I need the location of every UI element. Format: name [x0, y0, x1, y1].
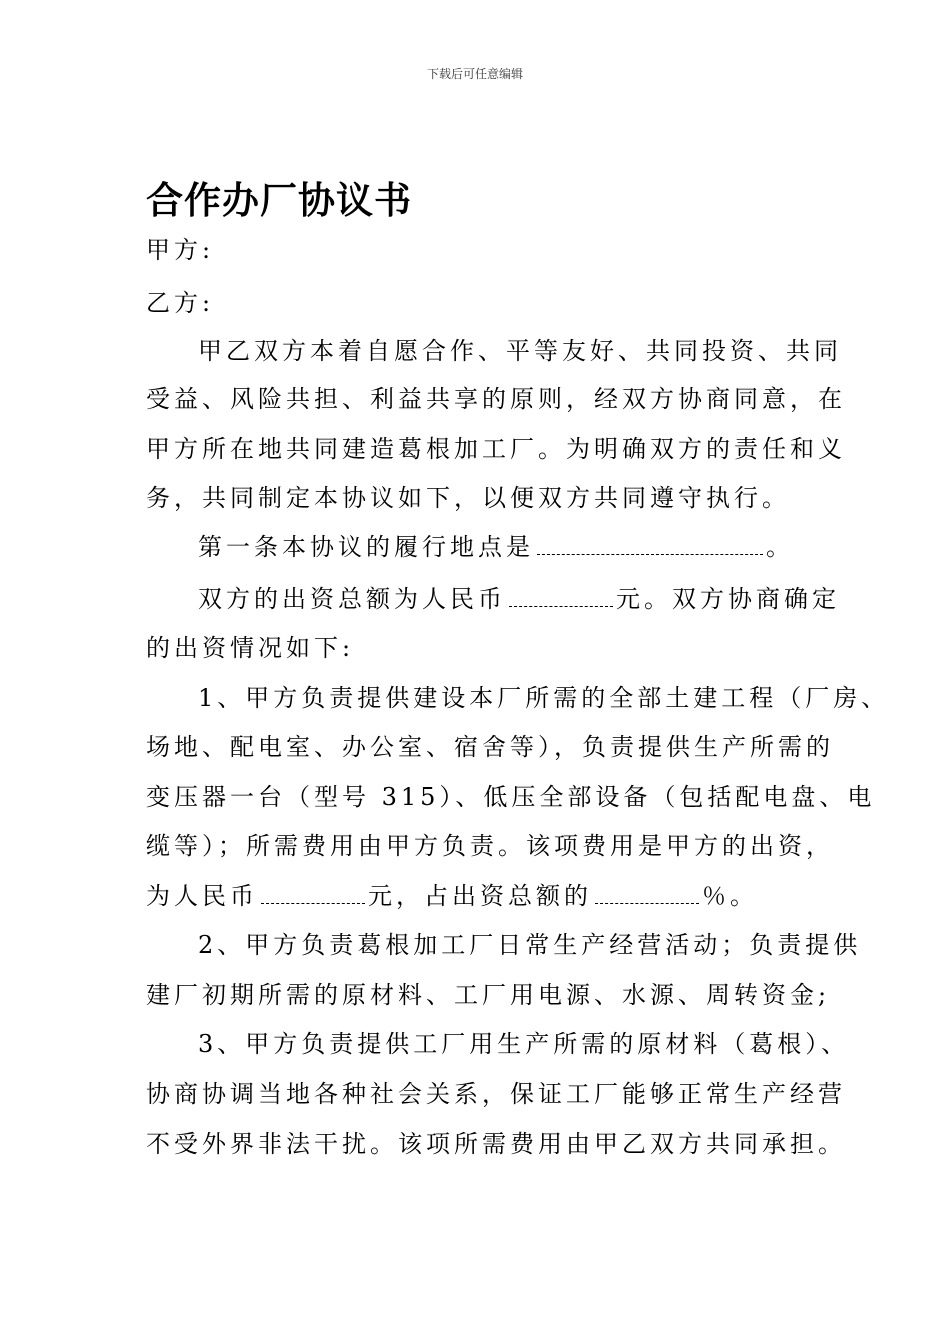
- investment-suffix: 元。双方协商确定: [616, 585, 840, 613]
- clause-3-line: 协商协调当地各种社会关系，保证工厂能够正常生产经营: [146, 1080, 846, 1108]
- total-amount-blank[interactable]: [509, 586, 613, 607]
- clause-3-line: 3、甲方负责提供工厂用生产所需的原材料（葛根）、: [198, 1030, 850, 1058]
- clause-1-line: 缆等）；所需费用由甲方负责。该项费用是甲方的出资，: [146, 832, 834, 860]
- intro-line: 受益、风险共担、利益共享的原则，经双方协商同意，在: [146, 385, 846, 413]
- party-b-label: 乙方:: [146, 289, 215, 317]
- party-a-label: 甲方:: [146, 236, 215, 264]
- clause-2-line: 建厂初期所需的原材料、工厂用电源、水源、周转资金;: [146, 981, 831, 1009]
- document-title: 合作办厂协议书: [146, 179, 412, 222]
- clause-1-last-mid: 元，占出资总额的: [368, 882, 592, 910]
- intro-line: 甲方所在地共同建造葛根加工厂。为明确双方的责任和义: [146, 435, 846, 463]
- article-1-end: 。: [766, 533, 794, 561]
- intro-line: 务，共同制定本协议如下，以便双方共同遵守执行。: [146, 484, 790, 512]
- investment-prefix: 双方的出资总额为人民币: [198, 585, 506, 613]
- article-1-location: [198, 531, 794, 563]
- page-header: 下载后可任意编辑: [426, 67, 523, 81]
- clause-1-last-end: ％。: [702, 882, 758, 910]
- clause-3-line: 不受外界非法干扰。该项所需费用由甲乙双方共同承担。: [146, 1130, 846, 1158]
- clause-2-line: 2、甲方负责葛根加工厂日常生产经营活动；负责提供: [198, 931, 862, 959]
- clause-1-last-prefix: 为人民币: [146, 882, 258, 910]
- location-blank[interactable]: [537, 534, 763, 555]
- investment-line-2: 的出资情况如下:: [146, 634, 355, 662]
- clause-1-line: 场地、配电室、办公室、宿舍等），负责提供生产所需的: [146, 733, 834, 761]
- clause-1-line: 变压器一台（型号 315）、低压全部设备（包括配电盘、电: [146, 783, 876, 811]
- clause-1-line: 1、甲方负责提供建设本厂所需的全部土建工程（厂房、: [198, 684, 890, 712]
- investment-total: [198, 583, 840, 615]
- article-1-text: 第一条本协议的履行地点是: [198, 533, 534, 561]
- party-a-amount-blank[interactable]: [261, 883, 365, 904]
- percentage-blank[interactable]: [595, 883, 699, 904]
- intro-line: 甲乙双方本着自愿合作、平等友好、共同投资、共同: [198, 337, 842, 365]
- clause-1-last-line: [146, 880, 758, 912]
